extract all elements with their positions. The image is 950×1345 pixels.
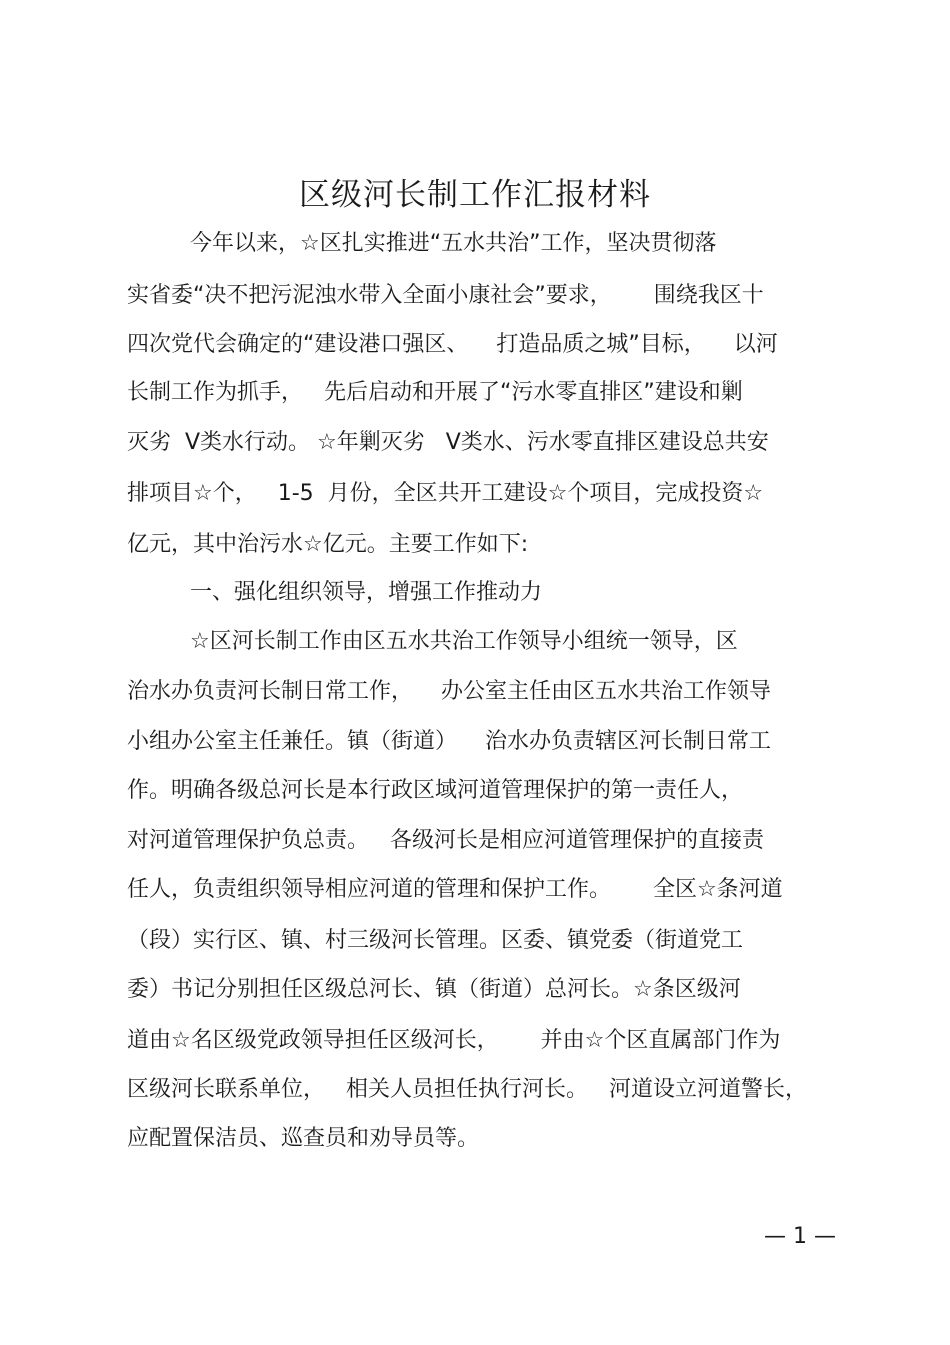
paragraph-line: 灭劣 Ⅴ类水行动。 ☆年剿灭劣 Ⅴ类水、污水零直排区建设总共安 [127,430,769,455]
section-heading: 一、强化组织领导，增强工作推动力 [190,580,543,605]
paragraph-line: 委）书记分别担任区级总河长、镇（街道）总河长。☆条区级河 [127,977,741,1002]
paragraph-line: ☆区河长制工作由区五水共治工作领导小组统一领导，区 [190,629,738,654]
paragraph-line: 任人，负责组织领导相应河道的管理和保护工作。 全区☆条河道 [127,877,783,902]
paragraph-line: 排项目☆个， 1-5 月份，全区共开工建设☆个项目，完成投资☆ [127,481,764,506]
paragraph-line: 区级河长联系单位， 相关人员担任执行河长。 河道设立河道警长， [127,1077,807,1102]
paragraph-line: 小组办公室主任兼任。镇（街道） 治水办负责辖区河长制日常工 [127,729,771,754]
paragraph-line: （段）实行区、镇、村三级河长管理。区委、镇党委（街道党工 [127,928,744,953]
page-number: — 1 — [764,1224,836,1249]
paragraph-line: 道由☆名区级党政领导担任区级河长， 并由☆个区直属部门作为 [127,1028,781,1053]
paragraph-line: 作。明确各级总河长是本行政区域河道管理保护的第一责任人， [127,778,744,803]
paragraph-line: 长制工作为抓手， 先后启动和开展了“污水零直排区”建设和剿 [127,380,743,405]
paragraph-line: 亿元，其中治污水☆亿元。主要工作如下: [127,532,529,557]
paragraph-line: 应配置保洁员、巡查员和劝导员等。 [127,1126,480,1151]
document-title: 区级河长制工作汇报材料 [299,177,651,213]
paragraph-line: 今年以来，☆区扎实推进“五水共治”工作，坚决贯彻落 [190,231,717,256]
paragraph-line: 对河道管理保护负总责。 各级河长是相应河道管理保护的直接责 [127,828,764,853]
paragraph-line: 实省委“决不把污泥浊水带入全面小康社会”要求， 围绕我区十 [127,283,764,308]
paragraph-line: 四次党代会确定的“建设港口强区、 打造品质之城”目标， 以河 [127,332,778,357]
paragraph-line: 治水办负责河长制日常工作， 办公室主任由区五水共治工作领导 [127,679,771,704]
